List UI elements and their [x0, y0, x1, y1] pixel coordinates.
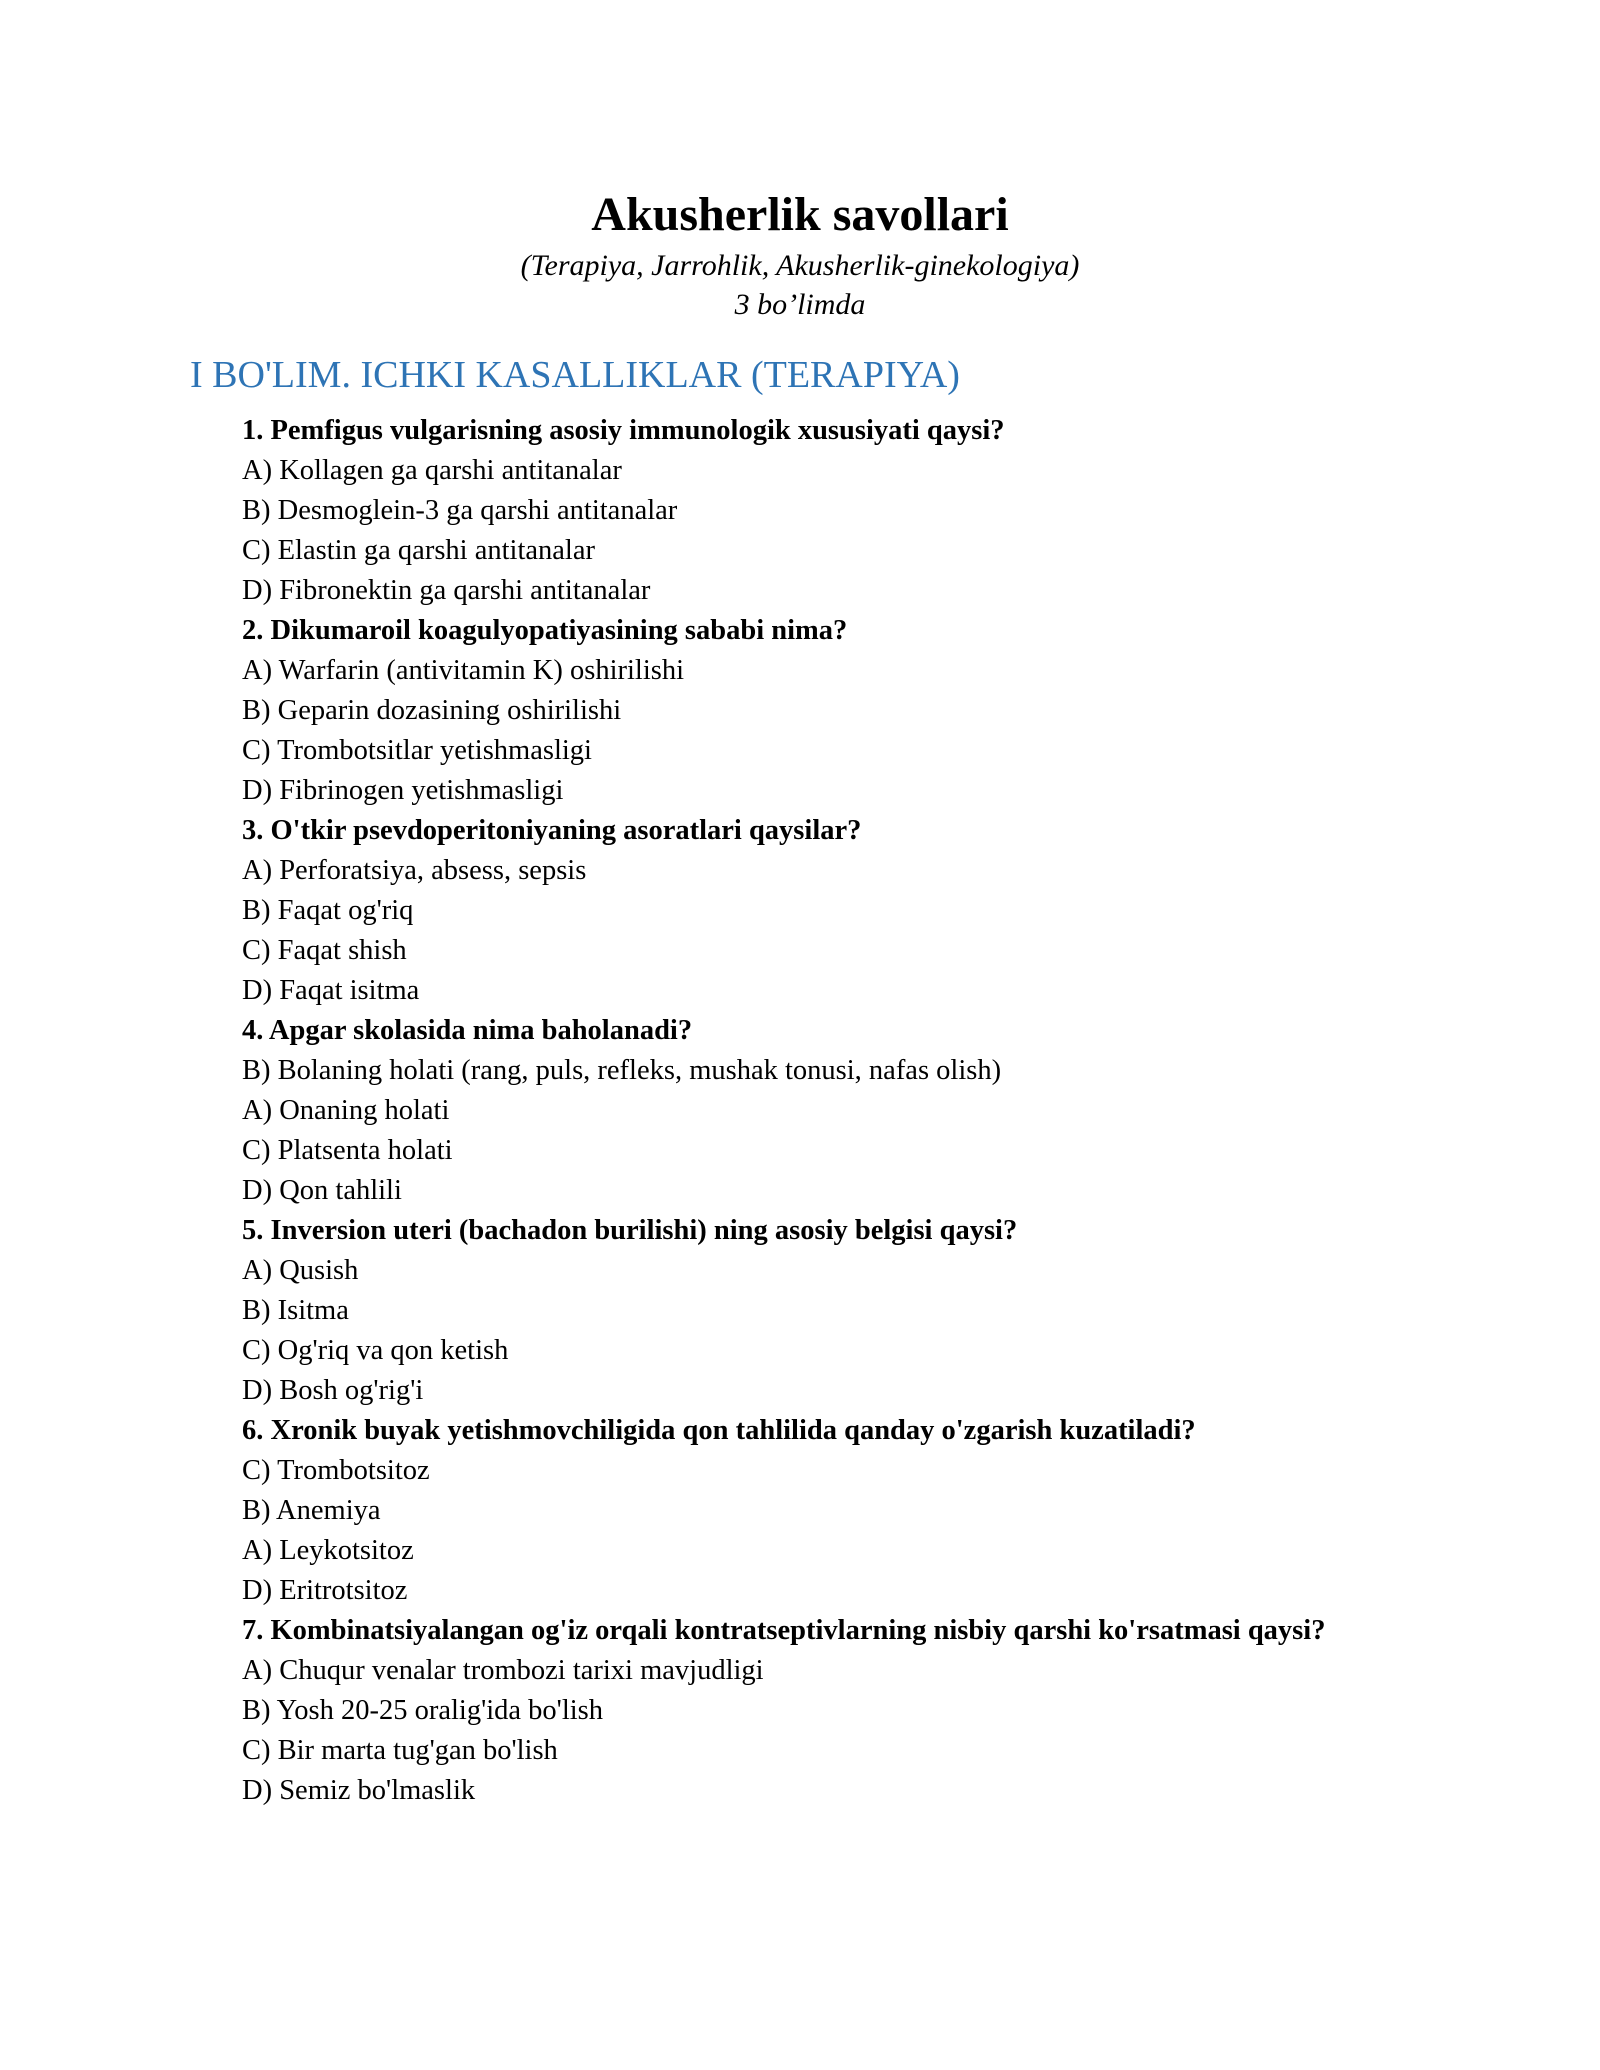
- question-block: [242, 811, 1372, 1011]
- question-text: 4. Apgar skolasida nima baholanadi?: [242, 1015, 693, 1046]
- answer-option: B) Geparin dozasining oshirilishi: [242, 695, 622, 726]
- answer-option: C) Og'riq va qon ketish: [242, 1335, 509, 1366]
- document-parts-note: 3 bo’limda: [734, 288, 866, 321]
- answer-option: C) Faqat shish: [242, 935, 407, 966]
- answer-option: D) Fibrinogen yetishmasligi: [242, 775, 564, 806]
- question-text: 6. Xronik buyak yetishmovchiligida qon tahlilida qanday o'zgarish kuzatiladi?: [242, 1415, 1196, 1446]
- answer-option: A) Leykotsitoz: [242, 1535, 414, 1566]
- answer-option: A) Qusish: [242, 1255, 359, 1286]
- answer-option: C) Elastin ga qarshi antitanalar: [242, 535, 595, 566]
- answer-option: C) Platsenta holati: [242, 1135, 453, 1166]
- answer-option: D) Qon tahlili: [242, 1175, 402, 1206]
- question-block: [242, 1411, 1372, 1611]
- question-block: [242, 1211, 1372, 1411]
- answer-option: B) Faqat og'riq: [242, 895, 414, 926]
- answer-option: B) Isitma: [242, 1295, 349, 1326]
- question-text: 5. Inversion uteri (bachadon burilishi) ning asosiy belgisi qaysi?: [242, 1215, 1018, 1246]
- answer-option: B) Desmoglein-3 ga qarshi antitanalar: [242, 495, 678, 526]
- answer-option: D) Semiz bo'lmaslik: [242, 1775, 476, 1806]
- question-block: [242, 1011, 1372, 1211]
- question-block: [242, 1611, 1372, 1811]
- answer-option: A) Perforatsiya, absess, sepsis: [242, 855, 587, 886]
- answer-option: B) Bolaning holati (rang, puls, refleks, mushak tonusi, nafas olish): [242, 1055, 1002, 1086]
- question-block: [242, 611, 1372, 811]
- answer-option: D) Fibronektin ga qarshi antitanalar: [242, 575, 651, 606]
- answer-option: A) Chuqur venalar trombozi tarixi mavjudligi: [242, 1655, 764, 1686]
- answer-option: A) Warfarin (antivitamin K) oshirilishi: [242, 655, 685, 686]
- section-heading: I BO'LIM. ICHKI KASALLIKLAR (TERAPIYA): [190, 354, 960, 396]
- answer-option: D) Faqat isitma: [242, 975, 420, 1006]
- answer-option: A) Kollagen ga qarshi antitanalar: [242, 455, 622, 486]
- answer-option: B) Yosh 20-25 oralig'ida bo'lish: [242, 1695, 603, 1726]
- answer-option: B) Anemiya: [242, 1495, 381, 1526]
- question-text: 7. Kombinatsiyalangan og'iz orqali kontratseptivlarning nisbiy qarshi ko'rsatmasi qaysi?: [242, 1615, 1326, 1646]
- answer-option: C) Trombotsitoz: [242, 1455, 430, 1486]
- document-subtitle: (Terapiya, Jarrohlik, Akusherlik-ginekologiya): [520, 249, 1080, 282]
- question-text: 1. Pemfigus vulgarisning asosiy immunologik xususiyati qaysi?: [242, 415, 1005, 446]
- answer-option: C) Bir marta tug'gan bo'lish: [242, 1735, 558, 1766]
- document-title: Akusherlik savollari: [591, 188, 1009, 241]
- answer-option: C) Trombotsitlar yetishmasligi: [242, 735, 592, 766]
- answer-option: D) Bosh og'rig'i: [242, 1375, 424, 1406]
- answer-option: A) Onaning holati: [242, 1095, 450, 1126]
- question-block: [242, 411, 1372, 611]
- question-text: 3. O'tkir psevdoperitoniyaning asoratlari qaysilar?: [242, 815, 862, 846]
- answer-option: D) Eritrotsitoz: [242, 1575, 408, 1606]
- question-text: 2. Dikumaroil koagulyopatiyasining sababi nima?: [242, 615, 848, 646]
- question-list: [242, 411, 1372, 1811]
